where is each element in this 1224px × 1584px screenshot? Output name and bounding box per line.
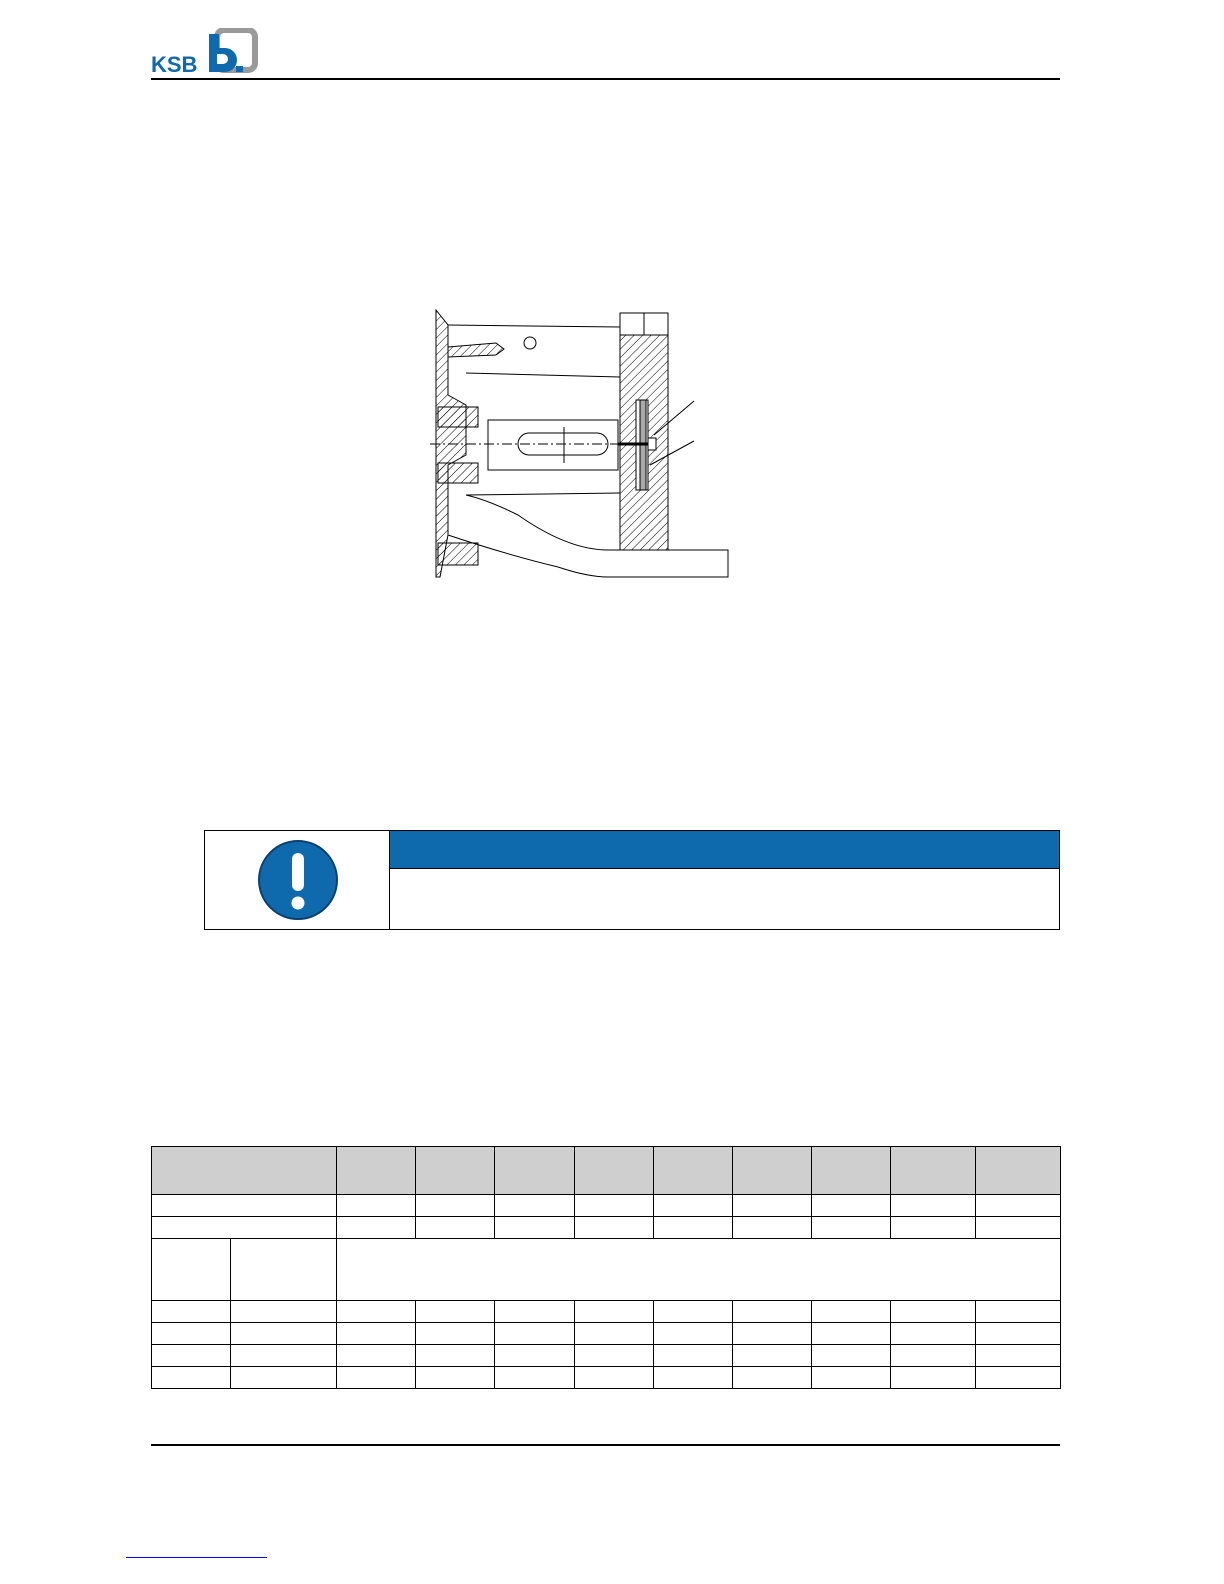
table-cell (812, 1300, 891, 1322)
table-cell (495, 1322, 575, 1344)
table-cell (337, 1344, 416, 1366)
table-cell (812, 1195, 891, 1217)
table-cell (733, 1300, 812, 1322)
table-cell (575, 1344, 654, 1366)
table-cell (152, 1322, 231, 1344)
table-header-cell (495, 1147, 575, 1195)
table-cell (416, 1300, 495, 1322)
table-cell (654, 1217, 733, 1239)
ksb-b-mark-icon (151, 28, 261, 76)
table-cell (337, 1366, 416, 1388)
table-cell (654, 1300, 733, 1322)
table-cell (575, 1322, 654, 1344)
table-cell (495, 1300, 575, 1322)
table-cell (231, 1322, 337, 1344)
logo-text: KSB (151, 52, 198, 76)
table-cell (976, 1195, 1061, 1217)
table-cell (733, 1344, 812, 1366)
table-header-cell (575, 1147, 654, 1195)
table-row (152, 1344, 1061, 1366)
table-row (152, 1195, 1061, 1217)
table-row (152, 1322, 1061, 1344)
ksb-logo (151, 28, 261, 76)
table-cell (231, 1366, 337, 1388)
table-header-cell (976, 1147, 1061, 1195)
table-cell (495, 1195, 575, 1217)
table-header-cell (416, 1147, 495, 1195)
table-cell (495, 1217, 575, 1239)
notice-title-band (390, 831, 1059, 869)
table-cell (416, 1344, 495, 1366)
table-cell (812, 1217, 891, 1239)
table-cell (152, 1217, 337, 1239)
table-header-cell (812, 1147, 891, 1195)
table-cell (891, 1322, 976, 1344)
table-cell (575, 1300, 654, 1322)
sectional-drawing (418, 305, 738, 585)
table-cell (152, 1300, 231, 1322)
table-cell (337, 1300, 416, 1322)
header-rule (151, 78, 1060, 80)
table-cell (891, 1366, 976, 1388)
table-header-row (152, 1147, 1061, 1195)
table-cell (416, 1195, 495, 1217)
table-cell (976, 1366, 1061, 1388)
table-cell (733, 1195, 812, 1217)
table-cell (337, 1217, 416, 1239)
table-cell (231, 1300, 337, 1322)
table-cell (976, 1344, 1061, 1366)
footer-rule (151, 1444, 1060, 1446)
table-cell (976, 1300, 1061, 1322)
table-cell (152, 1366, 231, 1388)
table-cell (416, 1322, 495, 1344)
table-cell (575, 1366, 654, 1388)
table-cell (654, 1344, 733, 1366)
table-cell (416, 1217, 495, 1239)
table-header-cell (152, 1147, 337, 1195)
table-row (152, 1239, 1061, 1301)
table-cell (231, 1239, 337, 1301)
table-row (152, 1217, 1061, 1239)
table-cell (733, 1322, 812, 1344)
data-table (151, 1146, 1061, 1389)
table-cell (654, 1322, 733, 1344)
table-cell (812, 1366, 891, 1388)
table-cell (976, 1217, 1061, 1239)
footer-link-underline[interactable] (126, 1557, 267, 1558)
table-cell (152, 1344, 231, 1366)
table-header-cell (891, 1147, 976, 1195)
table-row (152, 1366, 1061, 1388)
table-cell (812, 1322, 891, 1344)
table-cell (575, 1217, 654, 1239)
table-cell (891, 1300, 976, 1322)
table-header-cell (654, 1147, 733, 1195)
table-header-cell (337, 1147, 416, 1195)
table-cell (495, 1366, 575, 1388)
notice-box (204, 830, 1060, 930)
table-cell (891, 1195, 976, 1217)
table-cell (231, 1344, 337, 1366)
table-cell (891, 1217, 976, 1239)
notice-icon-cell (205, 831, 390, 929)
table-row (152, 1300, 1061, 1322)
table-cell (575, 1195, 654, 1217)
table-cell (733, 1217, 812, 1239)
table-cell (976, 1322, 1061, 1344)
table-cell (152, 1239, 231, 1301)
table-cell (152, 1195, 337, 1217)
table-cell (337, 1322, 416, 1344)
mandatory-action-icon (257, 839, 339, 921)
table-cell (733, 1366, 812, 1388)
table-cell (416, 1366, 495, 1388)
table-cell (891, 1344, 976, 1366)
table-cell (812, 1344, 891, 1366)
table-header-cell (733, 1147, 812, 1195)
table-cell (654, 1366, 733, 1388)
table-cell (337, 1195, 416, 1217)
table-merged-cell (337, 1239, 1061, 1301)
table-cell (495, 1344, 575, 1366)
table-cell (654, 1195, 733, 1217)
pump-coupling-drawing-icon (418, 305, 738, 585)
notice-body (400, 875, 1049, 923)
